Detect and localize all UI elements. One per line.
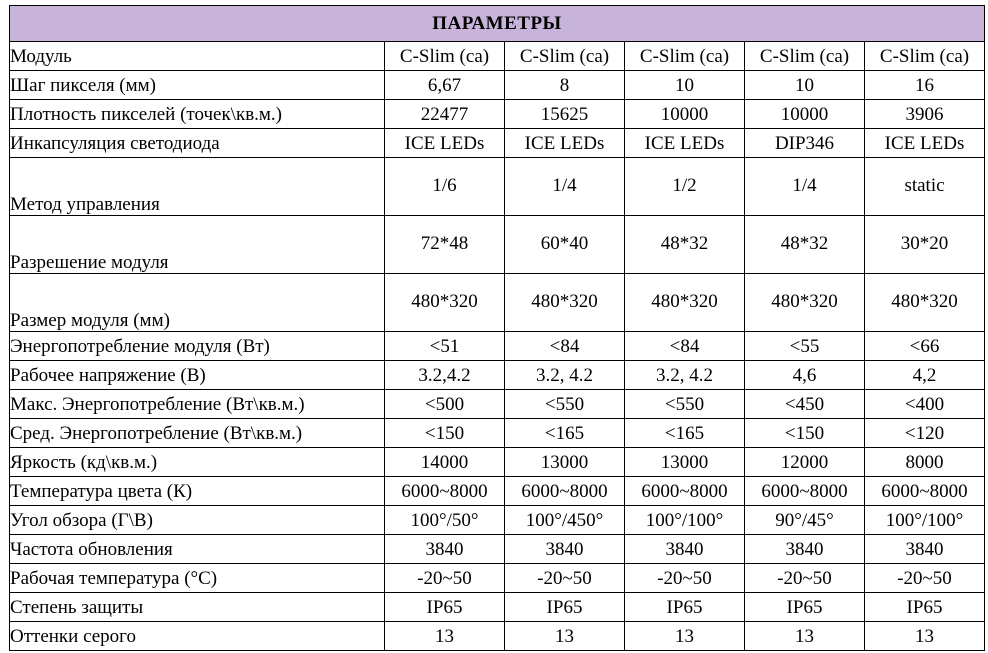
table-row bbox=[10, 419, 985, 448]
table-cell: 3.2, 4.2 bbox=[505, 361, 625, 390]
row-label: Разрешение модуля bbox=[10, 216, 385, 274]
parameters-table-body bbox=[10, 6, 985, 651]
table-cell: 4,6 bbox=[745, 361, 865, 390]
table-cell: 13000 bbox=[505, 448, 625, 477]
table-cell: 6000~8000 bbox=[745, 477, 865, 506]
table-cell: 480*320 bbox=[505, 274, 625, 332]
table-cell: 480*320 bbox=[385, 274, 505, 332]
table-cell: 3906 bbox=[865, 100, 985, 129]
table-cell: 3.2,4.2 bbox=[385, 361, 505, 390]
title-row bbox=[10, 6, 985, 42]
table-cell: C-Slim (ca) bbox=[385, 42, 505, 71]
table-row bbox=[10, 42, 985, 71]
table-cell: 90°/45° bbox=[745, 506, 865, 535]
row-label: Метод управления bbox=[10, 158, 385, 216]
table-cell: 6000~8000 bbox=[505, 477, 625, 506]
table-row bbox=[10, 535, 985, 564]
table-cell: 13000 bbox=[625, 448, 745, 477]
table-cell: <150 bbox=[385, 419, 505, 448]
table-cell: -20~50 bbox=[865, 564, 985, 593]
table-cell: C-Slim (ca) bbox=[625, 42, 745, 71]
row-label: Сред. Энергопотребление (Вт\кв.м.) bbox=[10, 419, 385, 448]
table-cell: 6000~8000 bbox=[385, 477, 505, 506]
table-cell: -20~50 bbox=[745, 564, 865, 593]
row-label: Степень защиты bbox=[10, 593, 385, 622]
table-cell: 1/6 bbox=[385, 158, 505, 216]
table-cell: 4,2 bbox=[865, 361, 985, 390]
table-cell: 3840 bbox=[505, 535, 625, 564]
table-cell: <400 bbox=[865, 390, 985, 419]
table-cell: 3840 bbox=[625, 535, 745, 564]
table-cell: 14000 bbox=[385, 448, 505, 477]
table-cell: C-Slim (ca) bbox=[865, 42, 985, 71]
table-row bbox=[10, 129, 985, 158]
table-row bbox=[10, 100, 985, 129]
table-cell: 100°/100° bbox=[625, 506, 745, 535]
table-row bbox=[10, 71, 985, 100]
table-row bbox=[10, 622, 985, 651]
table-cell: 48*32 bbox=[625, 216, 745, 274]
table-cell: 10000 bbox=[745, 100, 865, 129]
table-cell: 16 bbox=[865, 71, 985, 100]
table-row bbox=[10, 158, 985, 216]
table-cell: 480*320 bbox=[745, 274, 865, 332]
table-cell: 22477 bbox=[385, 100, 505, 129]
table-row bbox=[10, 216, 985, 274]
table-cell: 1/4 bbox=[505, 158, 625, 216]
row-label: Модуль bbox=[10, 42, 385, 71]
table-cell: IP65 bbox=[865, 593, 985, 622]
table-cell: 480*320 bbox=[865, 274, 985, 332]
table-cell: <450 bbox=[745, 390, 865, 419]
table-cell: 480*320 bbox=[625, 274, 745, 332]
parameters-table bbox=[9, 5, 985, 651]
table-row bbox=[10, 506, 985, 535]
table-cell: IP65 bbox=[385, 593, 505, 622]
table-cell: 3.2, 4.2 bbox=[625, 361, 745, 390]
row-label: Инкапсуляция светодиода bbox=[10, 129, 385, 158]
table-cell: <51 bbox=[385, 332, 505, 361]
table-cell: C-Slim (ca) bbox=[745, 42, 865, 71]
table-cell: 3840 bbox=[385, 535, 505, 564]
table-cell: <84 bbox=[625, 332, 745, 361]
table-cell: 13 bbox=[865, 622, 985, 651]
table-cell: 30*20 bbox=[865, 216, 985, 274]
table-cell: 13 bbox=[745, 622, 865, 651]
table-cell: 100°/100° bbox=[865, 506, 985, 535]
table-cell: <500 bbox=[385, 390, 505, 419]
row-label: Частота обновления bbox=[10, 535, 385, 564]
table-cell: 8000 bbox=[865, 448, 985, 477]
table-row bbox=[10, 361, 985, 390]
table-cell: <550 bbox=[505, 390, 625, 419]
row-label: Температура цвета (К) bbox=[10, 477, 385, 506]
row-label: Плотность пикселей (точек\кв.м.) bbox=[10, 100, 385, 129]
table-cell: <120 bbox=[865, 419, 985, 448]
table-cell: IP65 bbox=[745, 593, 865, 622]
row-label: Рабочая температура (°C) bbox=[10, 564, 385, 593]
table-cell: 6,67 bbox=[385, 71, 505, 100]
table-row bbox=[10, 593, 985, 622]
table-cell: 12000 bbox=[745, 448, 865, 477]
table-cell: 6000~8000 bbox=[865, 477, 985, 506]
table-row bbox=[10, 448, 985, 477]
table-cell: 10000 bbox=[625, 100, 745, 129]
table-cell: 1/4 bbox=[745, 158, 865, 216]
table-cell: <550 bbox=[625, 390, 745, 419]
row-label: Оттенки серого bbox=[10, 622, 385, 651]
row-label: Шаг пикселя (мм) bbox=[10, 71, 385, 100]
row-label: Рабочее напряжение (В) bbox=[10, 361, 385, 390]
table-cell: <55 bbox=[745, 332, 865, 361]
table-cell: -20~50 bbox=[625, 564, 745, 593]
table-cell: -20~50 bbox=[385, 564, 505, 593]
table-cell: ICE LEDs bbox=[505, 129, 625, 158]
table-cell: 10 bbox=[625, 71, 745, 100]
row-label: Энергопотребление модуля (Вт) bbox=[10, 332, 385, 361]
table-cell: C-Slim (ca) bbox=[505, 42, 625, 71]
table-cell: static bbox=[865, 158, 985, 216]
table-cell: DIP346 bbox=[745, 129, 865, 158]
table-cell: 10 bbox=[745, 71, 865, 100]
row-label: Яркость (кд\кв.м.) bbox=[10, 448, 385, 477]
table-cell: 72*48 bbox=[385, 216, 505, 274]
table-cell: 15625 bbox=[505, 100, 625, 129]
table-cell: 60*40 bbox=[505, 216, 625, 274]
table-cell: 13 bbox=[385, 622, 505, 651]
row-label: Угол обзора (Г\В) bbox=[10, 506, 385, 535]
row-label: Макс. Энергопотребление (Вт\кв.м.) bbox=[10, 390, 385, 419]
table-cell: IP65 bbox=[505, 593, 625, 622]
table-row bbox=[10, 477, 985, 506]
table-row bbox=[10, 332, 985, 361]
table-cell: 8 bbox=[505, 71, 625, 100]
table-cell: <150 bbox=[745, 419, 865, 448]
table-cell: ICE LEDs bbox=[625, 129, 745, 158]
table-cell: <84 bbox=[505, 332, 625, 361]
table-cell: 100°/50° bbox=[385, 506, 505, 535]
table-cell: 3840 bbox=[865, 535, 985, 564]
table-cell: 13 bbox=[625, 622, 745, 651]
table-cell: ICE LEDs bbox=[865, 129, 985, 158]
table-cell: 3840 bbox=[745, 535, 865, 564]
table-cell: <165 bbox=[625, 419, 745, 448]
table-cell: 100°/450° bbox=[505, 506, 625, 535]
table-cell: 6000~8000 bbox=[625, 477, 745, 506]
table-cell: 1/2 bbox=[625, 158, 745, 216]
table-cell: IP65 bbox=[625, 593, 745, 622]
table-cell: <66 bbox=[865, 332, 985, 361]
table-row bbox=[10, 564, 985, 593]
table-cell: ICE LEDs bbox=[385, 129, 505, 158]
table-cell: <165 bbox=[505, 419, 625, 448]
table-row bbox=[10, 390, 985, 419]
table-cell: -20~50 bbox=[505, 564, 625, 593]
row-label: Размер модуля (мм) bbox=[10, 274, 385, 332]
table-row bbox=[10, 274, 985, 332]
table-cell: 48*32 bbox=[745, 216, 865, 274]
table-cell: 13 bbox=[505, 622, 625, 651]
table-title: ПАРАМЕТРЫ bbox=[10, 6, 985, 42]
